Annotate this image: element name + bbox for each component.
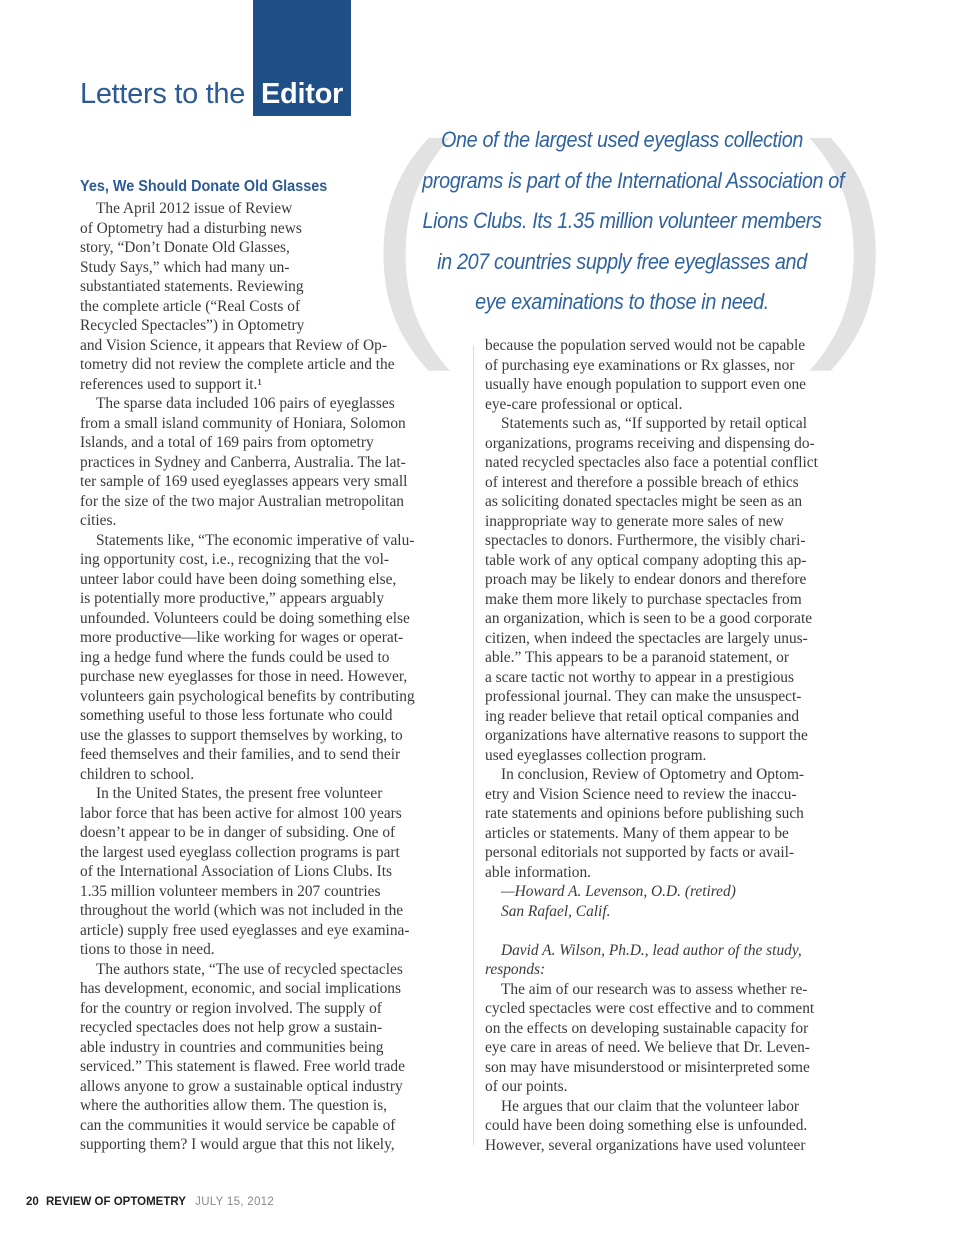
text-line: ing a hedge fund where the funds could be used to [80,648,390,666]
text-line: rate statements and opinions before publishing such [485,805,804,822]
text-line: the largest used eyeglass collection programs is part [80,843,400,861]
text-line: of Optometry had a disturbing news [80,219,302,237]
text-line: as soliciting donated spectacles might be seen as an [485,493,803,510]
text-line: organizations, programs receiving and dispensing do- [485,434,815,452]
text-line: article) supply free used eyeglasses and eye examina- [80,921,410,939]
text-line: cities. [80,512,117,529]
article-title: Yes, We Should Donate Old Glasses [80,178,328,195]
text-line: Study Says,” which had many un- [80,258,290,276]
text-line: tions to those in need. [80,941,215,958]
text-line: citizen, when indeed the spectacles are largely unus- [485,629,808,647]
text-line: unteer labor could have been doing something else, [80,570,397,588]
pull-quote-close-paren: ) [808,93,892,372]
publication-name: REVIEW OF OPTOMETRY [46,1196,186,1208]
text-line [485,921,869,941]
right-column [485,336,869,1155]
text-line: an organization, which is seen to be a good corporate [485,610,813,627]
pull-quote-line: eye examinations to those in need. [475,289,769,314]
text-line: of the International Association of Lions Clubs. Its [80,863,393,880]
text-line: of our points. [485,1078,568,1095]
text-line: organizations have alternative reasons to support the [485,727,808,744]
pull-quote-line: programs is part of the International Association of [422,167,845,193]
text-line: proach may be likely to endear donors and therefore [485,571,807,588]
text-line: etry and Vision Science need to review the inaccu- [485,785,797,803]
text-line: inappropriate way to generate more sales of new [485,512,784,530]
pull-quote-line: One of the largest used eyeglass collection [440,127,804,152]
text-line: Recycled Spectacles”) in Optometry [80,317,305,334]
text-line: Statements like, “The economic imperative of valu- [96,531,415,549]
text-line: 1.35 million volunteer members in 207 countries [80,882,381,900]
text-line: The sparse data included 106 pairs of eyeglasses [96,395,395,412]
text-line: can the communities it would service be capable of [80,1116,396,1134]
pull-quote-line: in 207 countries supply free eyeglasses and [437,248,807,274]
text-line: articles or statements. Many of them appear to be [485,824,789,842]
text-line: able.” This appears to be a paranoid statement, or [485,649,789,666]
text-line: and Vision Science, it appears that Review of Op- [80,336,387,354]
text-line: San Rafael, Calif. [501,902,611,920]
text-line: He argues that our claim that the volunteer labor [501,1097,800,1115]
section-header [80,78,343,118]
text-line: able information. [485,863,591,881]
text-line: purchase new eyeglasses for those in need. However, [80,668,408,685]
text-line: spectacles to donors. Furthermore, the visibly chari- [485,532,806,549]
pull-quote-open-paren: ( [368,93,452,372]
text-line: Islands, and a total of 169 pairs from optometry [80,434,374,451]
text-line: ing opportunity cost, i.e., recognizing that the vol- [80,551,390,568]
section-header-highlight: Editor [261,78,343,110]
left-column [80,199,464,1155]
text-line: substantiated statements. Reviewing [80,278,304,295]
text-line: make them more likely to purchase spectacles from [485,590,802,608]
text-line: on the effects on developing sustainable capacity for [485,1019,809,1037]
text-line: story, “Don’t Donate Old Glasses, [80,239,290,256]
text-line: professional journal. They can make the unsuspect- [485,688,802,705]
text-line: for the country or region involved. The supply of [80,999,382,1017]
text-line: more productive—like working for wages or operat- [80,629,404,646]
text-line: Statements such as, “If supported by retail optical [501,415,808,432]
text-line: supporting them? I would argue that this not likely, [80,1136,395,1153]
text-line: used eyeglasses collection program. [485,746,707,764]
text-line: ing reader believe that retail optical companies and [485,707,800,725]
text-line: feed themselves and their families, and to send their [80,746,401,763]
text-line: a scare tactic not worthy to appear in a prestigious [485,668,794,686]
text-line: of interest and therefore a possible breach of ethics [485,473,799,491]
text-line: allows anyone to grow a sustainable optical industry [80,1077,403,1095]
page-number: 20 [26,1196,39,1208]
text-line: where the authorities allow them. The question is, [80,1097,388,1114]
text-line: is potentially more productive,” appears arguably [80,590,385,607]
text-line: volunteers gain psychological benefits by contributing [80,687,415,705]
issue-date: JULY 15, 2012 [195,1196,275,1208]
text-line: However, several organizations have used volunteer [485,1136,806,1154]
pull-quote [422,120,845,323]
text-line: of purchasing eye examinations or Rx glasses, nor [485,356,795,374]
text-line: The authors state, “The use of recycled spectacles [96,960,403,978]
text-line: ter sample of 169 used eyeglasses appears very small [80,473,408,490]
text-line: In the United States, the present free volunteer [96,785,383,802]
text-line: personal editorials not supported by facts or avail- [485,844,795,861]
section-header-prefix: Letters to the [80,78,246,110]
page-footer [26,1196,274,1208]
text-line: something useful to those less fortunate who could [80,707,393,724]
text-line: doesn’t appear to be in danger of subsiding. One of [80,824,396,841]
text-line: son may have misunderstood or misinterpreted some [485,1058,810,1076]
text-line: from a small island community of Honiara, Solomon [80,414,406,432]
text-line: David A. Wilson, Ph.D., lead author of the study, [501,941,802,959]
text-line: could have been doing something else is unfounded. [485,1117,808,1134]
text-line: usually have enough population to support even one [485,376,807,393]
text-line: table work of any optical company adopting this ap- [485,551,807,569]
text-line: has development, economic, and social implications [80,980,401,997]
column-divider [473,345,474,1145]
text-line: for the size of the two major Australian metropolitan [80,492,404,510]
text-line: because the population served would not be capable [485,337,806,354]
text-line: the complete article (“Real Costs of [80,297,301,315]
text-line: responds: [485,961,546,978]
text-line: The April 2012 issue of Review [96,200,293,217]
text-line: practices in Sydney and Canberra, Australia. The lat- [80,453,406,471]
text-line: The aim of our research was to assess whether re- [501,980,808,998]
text-line: children to school. [80,765,195,783]
text-line: serviced.” This statement is flawed. Free world trade [80,1058,405,1075]
text-line: able industry in countries and communities being [80,1038,384,1056]
text-line: use the glasses to support themselves by working, to [80,726,403,744]
text-line: references used to support it.¹ [80,375,262,393]
text-line: eye-care professional or optical. [485,395,683,413]
text-line: recycled spectacles does not help grow a sustain- [80,1019,383,1036]
text-line: —Howard A. Levenson, O.D. (retired) [501,883,736,900]
text-line: eye care in areas of need. We believe that Dr. Leven- [485,1039,810,1056]
text-line: throughout the world (which was not included in the [80,902,404,919]
text-line: tometry did not review the complete article and the [80,356,395,373]
text-line: nated recycled spectacles also face a potential conflict [485,454,818,471]
text-line: labor force that has been active for almost 100 years [80,804,402,822]
pull-quote-line: Lions Clubs. Its 1.35 million volunteer members [422,208,822,233]
text-line: cycled spectacles were cost effective and to comment [485,1000,815,1017]
text-line: In conclusion, Review of Optometry and Optom- [501,766,805,783]
text-line: unfounded. Volunteers could be doing something else [80,609,410,627]
